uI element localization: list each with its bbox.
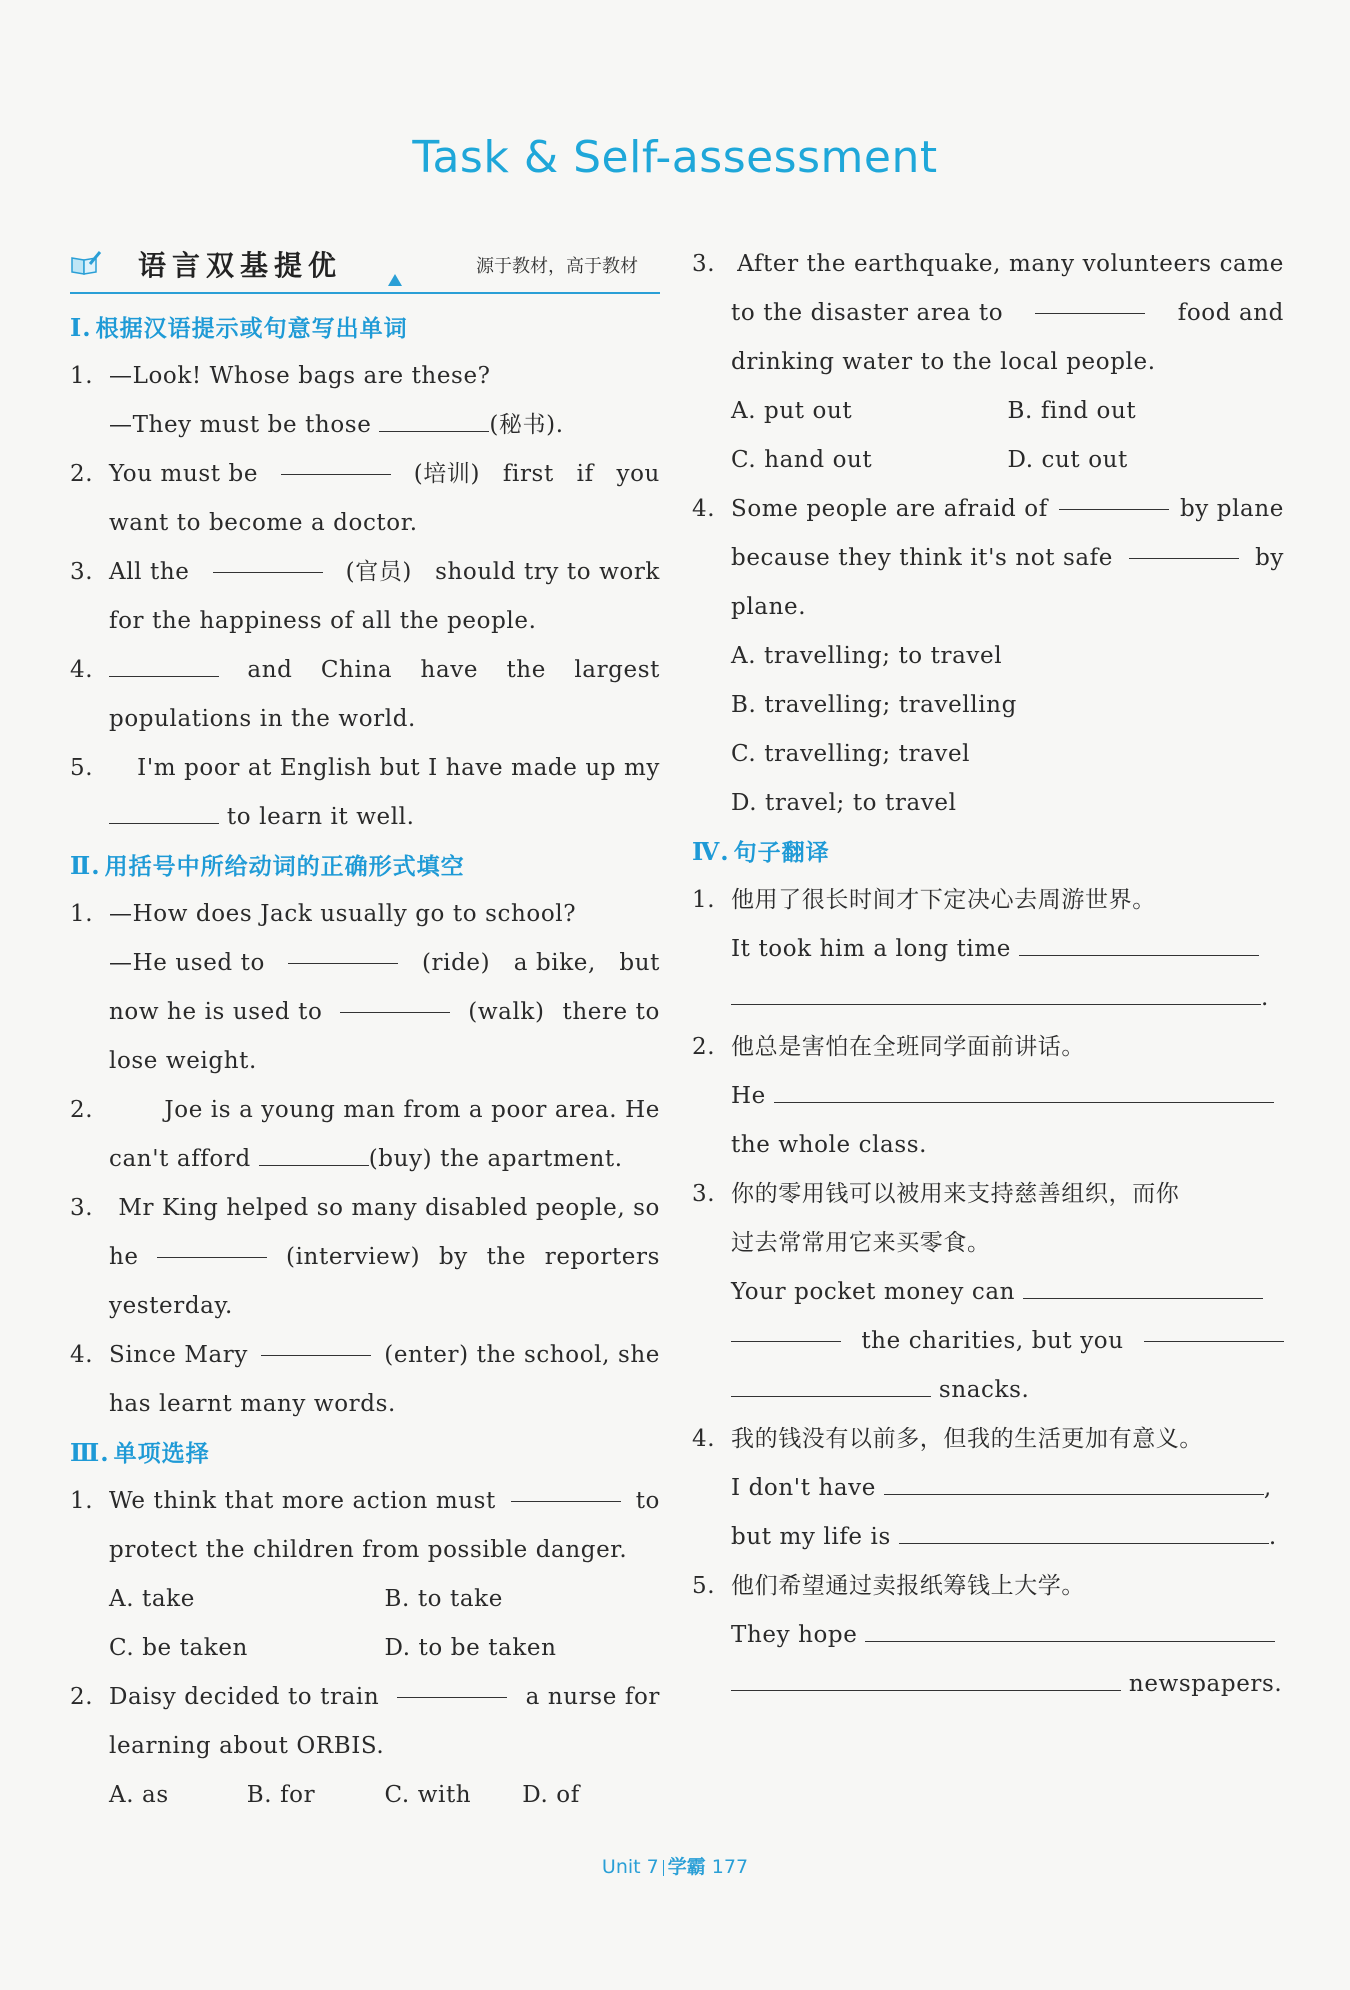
header-marker (388, 274, 402, 286)
option-c[interactable]: C. with (384, 1782, 472, 1808)
s4-q4-english: I don't have , (692, 1464, 1284, 1513)
s1-q4-line1: 4. and China have the largest (70, 646, 660, 695)
answer-blank[interactable] (884, 1470, 1264, 1495)
s3-q4-option-a[interactable]: A. travelling; to travel (731, 643, 1003, 669)
s2-q3-line2: he (interview) by the reporters (70, 1233, 660, 1282)
answer-blank[interactable] (774, 1078, 1274, 1103)
s3-q3-line1: 3. After the earthquake, many volunteers came (692, 251, 1284, 277)
answer-blank[interactable] (731, 980, 1261, 1005)
s3-q2-line1: 2. Daisy decided to train a nurse for (70, 1673, 660, 1722)
s2-q3-line1: 3. Mr King helped so many disabled people, so (70, 1195, 660, 1221)
answer-blank[interactable] (109, 652, 219, 677)
answer-blank[interactable] (1035, 289, 1145, 314)
s4-q1-english-2: . (692, 974, 1284, 1023)
s3-q2-options (70, 1771, 660, 1820)
s4-q1-english: It took him a long time (692, 925, 1284, 974)
s1-q3-line1: 3. All the (官员) should try to work (70, 548, 660, 597)
section-header (70, 240, 660, 294)
s3-q3-line3: drinking water to the local people. (731, 349, 1156, 375)
s3-q4-option-b[interactable]: B. travelling; travelling (731, 692, 1017, 718)
answer-blank[interactable] (1144, 1317, 1284, 1342)
s3-q2-line2: learning about ORBIS. (109, 1733, 385, 1759)
s4-q3-chinese: 3. 你的零用钱可以被用来支持慈善组织，而你 (692, 1181, 1180, 1207)
brand-label: 学霸 (667, 1856, 706, 1878)
s3-q4-line3: plane. (731, 594, 807, 620)
s2-q3-line3: yesterday. (109, 1293, 233, 1319)
option-a[interactable]: A. take (109, 1586, 195, 1612)
right-column (692, 240, 1284, 1709)
answer-blank[interactable] (281, 450, 391, 475)
answer-blank[interactable] (157, 1233, 267, 1258)
s1-q5-line2: to learn it well. (70, 793, 660, 842)
s1-q1-line2: —They must be those (秘书). (70, 401, 660, 450)
header-title: 语言双基提优 (138, 249, 343, 282)
answer-blank[interactable] (731, 1666, 1121, 1691)
header-subtitle: 源于教材，高于教材 (476, 256, 638, 277)
s4-q3-english: Your pocket money can (692, 1268, 1284, 1317)
answer-blank[interactable] (379, 407, 489, 432)
s2-q2-line1: 2. Joe is a young man from a poor area. He (70, 1097, 660, 1123)
section-4-title: Ⅳ. 句子翻译 (692, 837, 830, 866)
s1-q5-line1: 5. I'm poor at English but I have made up my (70, 755, 660, 781)
option-a[interactable]: A. as (109, 1782, 169, 1808)
s2-q1-line3: now he is used to (walk) there to (70, 988, 660, 1037)
answer-blank[interactable] (397, 1673, 507, 1698)
s3-q3-line2: to the disaster area to food and (692, 289, 1284, 338)
s3-q1-options-row2 (70, 1624, 660, 1673)
answer-blank[interactable] (899, 1519, 1269, 1544)
s4-q1-chinese: 1. 他用了很长时间才下定决心去周游世界。 (692, 887, 1156, 913)
s4-q4-chinese: 4. 我的钱没有以前多，但我的生活更加有意义。 (692, 1426, 1203, 1452)
s3-q4-line2: because they think it's not safe by (692, 534, 1284, 583)
option-d[interactable]: D. cut out (1007, 447, 1128, 473)
s3-q4-option-c[interactable]: C. travelling; travel (731, 741, 971, 767)
option-d[interactable]: D. of (522, 1782, 580, 1808)
section-2-title: Ⅱ. 用括号中所给动词的正确形式填空 (70, 851, 465, 880)
option-b[interactable]: B. to take (384, 1586, 503, 1612)
s1-q2-line1: 2. You must be (培训) first if you (70, 450, 660, 499)
answer-blank[interactable] (1059, 485, 1169, 510)
option-b[interactable]: B. for (246, 1782, 316, 1808)
unit-label: Unit 7 (601, 1856, 659, 1878)
s1-q4-line2: populations in the world. (109, 706, 416, 732)
answer-blank[interactable] (340, 988, 450, 1013)
s4-q5-english-2: newspapers. (692, 1660, 1284, 1709)
answer-blank[interactable] (731, 1317, 841, 1342)
answer-blank[interactable] (259, 1141, 369, 1166)
answer-blank[interactable] (261, 1331, 371, 1356)
option-b[interactable]: B. find out (1007, 398, 1137, 424)
s2-q1-line4: lose weight. (109, 1048, 257, 1074)
s3-q4-line1: 4. Some people are afraid of by plane (692, 485, 1284, 534)
s4-q2-english: He (692, 1072, 1284, 1121)
s2-q4-line1: 4. Since Mary (enter) the school, she (70, 1331, 660, 1380)
s3-q1-line2: protect the children from possible danger. (109, 1537, 628, 1563)
s1-q3-line2: for the happiness of all the people. (109, 608, 537, 634)
s2-q1-line2: —He used to (ride) a bike, but (70, 939, 660, 988)
answer-blank[interactable] (1019, 931, 1259, 956)
answer-blank[interactable] (109, 799, 219, 824)
answer-blank[interactable] (511, 1477, 621, 1502)
s1-q2-line2: want to become a doctor. (109, 510, 418, 536)
answer-blank[interactable] (1129, 534, 1239, 559)
s4-q2-chinese: 2. 他总是害怕在全班同学面前讲话。 (692, 1034, 1085, 1060)
section-3-title: Ⅲ. 单项选择 (70, 1438, 210, 1467)
s3-q4-option-d[interactable]: D. travel; to travel (731, 790, 957, 816)
answer-blank[interactable] (731, 1372, 931, 1397)
s4-q5-chinese: 5. 他们希望通过卖报纸筹钱上大学。 (692, 1573, 1085, 1599)
s2-q1-line1: 1. —How does Jack usually go to school? (70, 901, 577, 927)
footer-divider (663, 1860, 664, 1876)
option-c[interactable]: C. hand out (731, 447, 873, 473)
answer-blank[interactable] (213, 548, 323, 573)
s4-q2-english-2: the whole class. (731, 1132, 928, 1158)
s4-q4-english-2: but my life is . (692, 1513, 1284, 1562)
s3-q1-line1: 1. We think that more action must to (70, 1477, 660, 1526)
answer-blank[interactable] (288, 939, 398, 964)
s3-q3-options-row2 (692, 436, 1284, 485)
left-column (70, 240, 660, 1820)
s2-q2-line2: can't afford (buy) the apartment. (70, 1135, 660, 1184)
page-number: 177 (711, 1856, 749, 1878)
s3-q3-options-row1 (692, 387, 1284, 436)
s4-q3-chinese-2: 过去常常用它来买零食。 (731, 1230, 991, 1256)
s4-q3-english-3: snacks. (692, 1366, 1284, 1415)
s2-q4-line2: has learnt many words. (109, 1391, 396, 1417)
option-d[interactable]: D. to be taken (384, 1635, 557, 1661)
section-1-title: Ⅰ. 根据汉语提示或句意写出单词 (70, 313, 408, 342)
s1-q1-line1: 1. —Look! Whose bags are these? (70, 363, 491, 389)
book-pencil-icon (70, 250, 102, 276)
s4-q3-english-2: the charities, but you (692, 1317, 1284, 1366)
option-a[interactable]: A. put out (731, 398, 853, 424)
option-c[interactable]: C. be taken (109, 1635, 248, 1661)
s4-q5-english: They hope (692, 1611, 1284, 1660)
answer-blank[interactable] (865, 1617, 1275, 1642)
answer-blank[interactable] (1023, 1274, 1263, 1299)
page-footer (0, 1852, 1350, 1879)
s3-q1-options-row1 (70, 1575, 660, 1624)
page-title: Task & Self-assessment (412, 132, 938, 183)
